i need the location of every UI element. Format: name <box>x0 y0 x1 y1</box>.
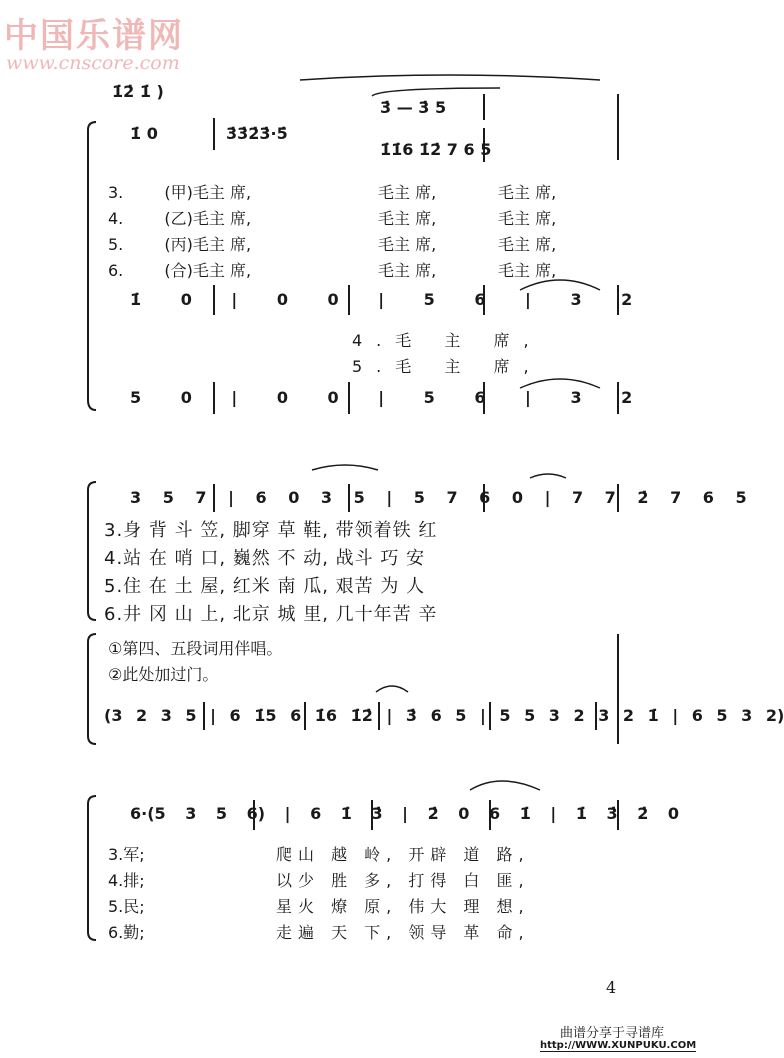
staff1-measure-3: 3̇ — 3̇ 5 <box>380 98 447 117</box>
system2-lyric-6: 6.井 冈 山 上, 北京 城 里, 几十年苦 辛 <box>104 604 438 625</box>
lyric-line-3: 3. (甲)毛主 席, 毛主 席, 毛主 席, <box>108 183 557 202</box>
staff3-notes: 5 0 | 0 0 | 5 6 | 3 2 <box>130 388 633 407</box>
top-notes: 1̇2̇ 1̇ ) <box>112 82 164 101</box>
system2-notes: 3 5 7 | 6 0 3 5 | 5 7 6 0 | 7 7 2̇ 7 6 5 <box>130 488 747 507</box>
interlude-notes: (3 2 3 5 | 6 1̇5 6 1̇6 1̇2̇ | 3̇ 6 5 | 5 5 3 2 3 2 1̇ | 6 5 3 2) <box>104 706 784 725</box>
system3-lyric-3: 3.军; 爬山 越 岭, 开辟 道 路, <box>108 845 530 864</box>
system2-lyric-3: 3.身 背 斗 笠, 脚穿 草 鞋, 带领着铁 红 <box>104 520 438 541</box>
system3-lyric-5: 5.民; 星火 燎 原, 伟大 理 想, <box>108 897 530 916</box>
system2-lyric-5: 5.住 在 土 屋, 红米 南 瓜, 艰苦 为 人 <box>104 576 426 597</box>
lyric-line-5: 5. (丙)毛主 席, 毛主 席, 毛主 席, <box>108 235 557 254</box>
staff1-measure-2: 3̇3̇2̇3̇·5̇ <box>226 124 288 143</box>
system3-lyric-4: 4.排; 以少 胜 多, 打得 白 匪, <box>108 871 530 890</box>
lyric-line-6: 6. (合)毛主 席, 毛主 席, 毛主 席, <box>108 261 557 280</box>
footnote-1: ①第四、五段词用伴唱。 <box>108 639 283 658</box>
watermark-title: 中国乐谱网 <box>4 16 184 56</box>
lyric-line-4: 4. (乙)毛主 席, 毛主 席, 毛主 席, <box>108 209 557 228</box>
system3-notes: 6·(5 3 5 6) | 6 1̇ 3̇ | 2̇ 0 6 1̇ | 1̇ 3̇ 2̇ 0 <box>130 804 680 823</box>
staff2-lyric-4: 4.毛 主 席, <box>352 331 543 350</box>
footer-site-name: 曲谱分享于寻谱库 <box>560 1026 665 1041</box>
system2-lyric-4: 4.站 在 哨 口, 巍然 不 动, 战斗 巧 安 <box>104 548 426 569</box>
staff2-lyric-5: 5.毛 主 席, <box>352 357 543 376</box>
footnote-2: ②此处加过门。 <box>108 665 219 684</box>
system3-lyric-6: 6.勤; 走遍 天 下, 领导 革 命, <box>108 923 530 942</box>
staff2-notes: 1̇ 0 | 0 0 | 5 6 | 3 2 <box>130 290 633 309</box>
watermark-url: www.cnscore.com <box>6 52 180 74</box>
staff1-measure-1: 1̇ 0 <box>130 124 158 143</box>
footer-url[interactable]: http://WWW.XUNPUKU.COM <box>540 1040 697 1051</box>
staff1-measure-4: 1̇1̇6 1̇2̇ 7 6 5 <box>380 140 492 159</box>
page-number: 4 <box>606 978 617 997</box>
